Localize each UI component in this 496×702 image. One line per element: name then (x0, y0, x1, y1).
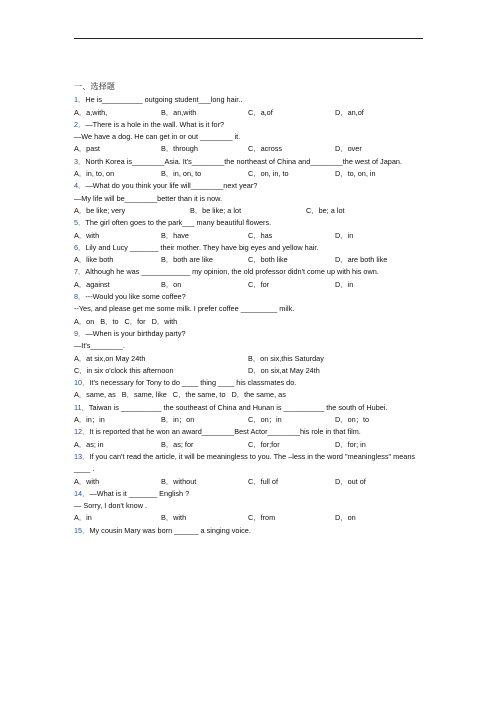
question-number: 8． (74, 292, 86, 302)
option-a[interactable]: A．on (74, 316, 95, 326)
option-b[interactable]: B．an,with (161, 107, 197, 117)
question-text: —What is it _______ English ? (89, 488, 190, 498)
question-number: 3． (74, 156, 86, 166)
option-b[interactable]: B．without (161, 476, 197, 486)
options-row (74, 205, 424, 217)
options-row (74, 365, 424, 377)
option-d[interactable]: D．in (335, 230, 354, 240)
question-extra-line: —We have a dog. He can get in or out ________ it. (74, 132, 241, 142)
option-b[interactable]: B．in, on, to (161, 169, 202, 179)
options-row (74, 439, 424, 451)
question-text: ---Would you like some coffee? (85, 292, 186, 302)
option-d[interactable]: D．the same, as (231, 390, 286, 400)
question-number: 11． (74, 402, 89, 412)
question-12 (74, 426, 424, 438)
question-number: 5． (74, 218, 86, 228)
option-c[interactable]: C．on, in, to (248, 169, 289, 179)
question-number: 1． (74, 95, 86, 105)
option-c[interactable]: C．both like (248, 255, 288, 265)
question-number: 9． (74, 328, 86, 338)
question-4 (74, 180, 424, 192)
question-text: Although he was ____________ my opinion, the old professor didn't come up with his own. (85, 267, 379, 277)
question-number: 14． (74, 488, 90, 498)
option-d[interactable]: D．on six,at May 24th (248, 365, 320, 375)
option-b[interactable]: B．as; for (161, 439, 194, 449)
option-a[interactable]: A．same, as (74, 390, 116, 400)
question-extra-line: --Yes, and please get me some milk. I prefer coffee _________ milk. (74, 304, 295, 314)
option-d[interactable]: D．in (335, 279, 354, 289)
question-extra-line: —It's________. (74, 341, 125, 351)
question-6 (74, 242, 424, 254)
option-d[interactable]: D．for; in (335, 439, 366, 449)
option-d[interactable]: D．on；to (335, 415, 370, 425)
option-b[interactable]: B．to (100, 316, 119, 326)
question-extra-line: — Sorry, I don't know . (74, 501, 148, 511)
option-b[interactable]: B．have (161, 230, 189, 240)
option-a[interactable]: A．in (74, 513, 92, 523)
option-a[interactable]: A．with (74, 476, 100, 486)
option-b[interactable]: B．with (161, 513, 187, 523)
option-b[interactable]: B．through (161, 144, 198, 154)
option-c[interactable]: C．for;for (248, 439, 280, 449)
option-a[interactable]: A．at six,on May 24th (74, 353, 146, 363)
option-d[interactable]: D．an,of (335, 107, 364, 117)
question-text: If you can't read the article, it will be meaningless to you. The –less in the word "meaningless" means ____ . (74, 451, 416, 474)
options-row (74, 168, 424, 180)
option-a[interactable]: A．a,with, (74, 107, 108, 117)
options-row (74, 230, 424, 242)
option-a[interactable]: A．like both (74, 255, 114, 265)
question-text: Lily and Lucy _______ their mother. They have big eyes and yellow hair. (85, 242, 319, 252)
question-text: My cousin Mary was born ______ a singing voice. (89, 525, 251, 535)
section-title: 一、选择题 (74, 82, 115, 91)
option-c[interactable]: C．from (248, 513, 276, 523)
options-row (74, 512, 424, 524)
option-b[interactable]: B．in；on (161, 415, 195, 425)
question-text: Taiwan is __________ the southeast of China and Hunan is __________ the south of Hubei. (88, 402, 388, 412)
question-number: 2． (74, 119, 86, 129)
header-rule (74, 38, 423, 39)
question-13 (74, 451, 424, 476)
question-10 (74, 377, 424, 389)
option-a[interactable]: A．with (74, 230, 100, 240)
option-c[interactable]: C．on；in (248, 415, 282, 425)
question-extra-line: —My life will be________better than it is now. (74, 193, 223, 203)
option-d[interactable]: D．with (151, 316, 178, 326)
question-3 (74, 156, 424, 168)
question-text: —When is your birthday party? (85, 328, 186, 338)
question-text: It is reported that he won an award________Best Actor________his role in that film. (89, 427, 361, 437)
options-row (74, 107, 424, 119)
option-c[interactable]: C．for (124, 316, 146, 326)
option-b[interactable]: B．on (161, 279, 182, 289)
options-row (74, 353, 424, 365)
option-c[interactable]: C．full of (248, 476, 279, 486)
question-number: 12． (74, 427, 90, 437)
question-text: It's necessary for Tony to do ____ thing ____ his classmates do. (89, 378, 297, 388)
question-8 (74, 291, 424, 303)
option-d[interactable]: D．are both like (335, 255, 388, 265)
options-row (74, 316, 424, 328)
question-7 (74, 266, 424, 278)
options-row (74, 279, 424, 291)
option-a[interactable]: A．in；in (74, 415, 105, 425)
option-a[interactable]: A．past (74, 144, 100, 154)
question-number: 13． (74, 451, 90, 461)
option-a[interactable]: A．against (74, 279, 110, 289)
question-14 (74, 488, 424, 500)
option-c[interactable]: C．the same, to (172, 390, 226, 400)
question-text: The girl often goes to the park___ many beautiful flowers. (85, 218, 272, 228)
question-number: 6． (74, 242, 86, 252)
option-a[interactable]: A．as; in (74, 439, 104, 449)
option-b[interactable]: B．same, like (121, 390, 167, 400)
options-row (74, 143, 424, 155)
question-number: 4． (74, 181, 86, 191)
question-number: 7． (74, 267, 86, 277)
option-a[interactable]: A．in, to, on (74, 169, 115, 179)
option-c[interactable]: C．in six o'clock this afternoon (74, 365, 174, 375)
question-text: —What do you think your life will________next year? (85, 181, 258, 191)
question-11 (74, 402, 424, 414)
option-d[interactable]: D．on (335, 513, 356, 523)
options-row (74, 254, 424, 266)
question-text: —There is a hole in the wall. What is it for? (85, 119, 225, 129)
question-text: North Korea is________Asia. It's________the northeast of China and________the west of Japan. (85, 156, 402, 166)
question-2 (74, 119, 424, 131)
question-number: 15． (74, 525, 90, 535)
question-9 (74, 328, 424, 340)
option-c[interactable]: C．across (248, 144, 283, 154)
question-number: 10． (74, 378, 90, 388)
option-c[interactable]: C．has (248, 230, 273, 240)
options-row (74, 476, 424, 488)
question-5 (74, 217, 424, 229)
question-15 (74, 525, 424, 537)
document-body (74, 81, 424, 537)
option-c[interactable]: C．for (248, 279, 270, 289)
question-text: He is__________ outgoing student___long hair.. (85, 95, 243, 105)
options-row (74, 389, 424, 401)
options-row (74, 414, 424, 426)
option-a[interactable]: A．be like; very (74, 205, 126, 215)
question-1 (74, 94, 424, 106)
option-c[interactable]: C．be; a lot (306, 205, 345, 215)
option-d[interactable]: D．to, on, in (335, 169, 376, 179)
option-b[interactable]: B．both are like (161, 255, 213, 265)
option-b[interactable]: B．be like; a lot (190, 205, 242, 215)
option-d[interactable]: D．out of (335, 476, 366, 486)
option-c[interactable]: C．a,of (248, 107, 273, 117)
option-d[interactable]: D．over (335, 144, 362, 154)
option-b[interactable]: B．on six,this Saturday (248, 353, 324, 363)
